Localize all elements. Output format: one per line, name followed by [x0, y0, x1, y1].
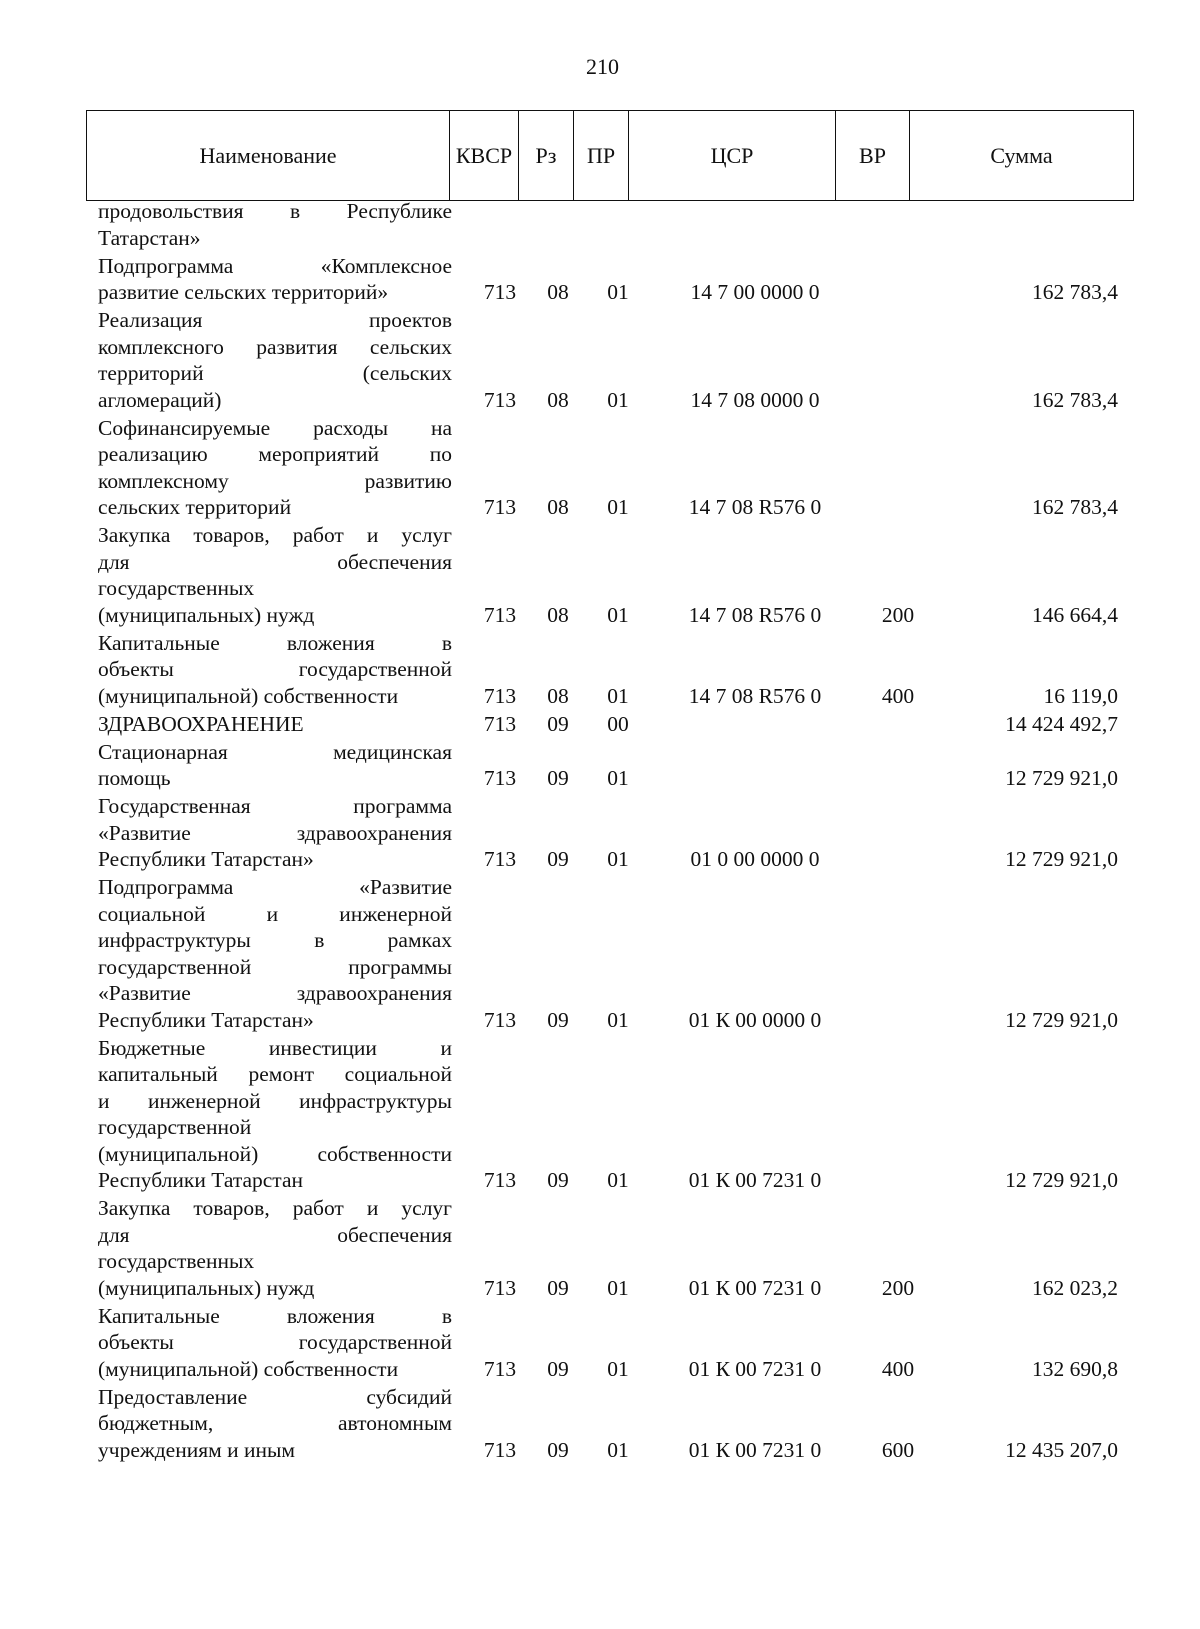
row-name-line: государственных: [98, 1249, 255, 1273]
row-sum: 12 729 921,0: [1005, 1007, 1118, 1032]
row-name-line: социальной и инженерной: [98, 901, 452, 926]
row-sum: 162 023,2: [1032, 1275, 1118, 1300]
row-rz: 09: [547, 1275, 569, 1300]
row-name-line: бюджетным, автономным: [98, 1411, 452, 1435]
row-rz: 09: [547, 1007, 569, 1032]
row-name-line: продовольствия в Республике: [98, 199, 452, 223]
header-sum: Сумма: [910, 111, 1134, 201]
table-row: [0, 874, 1200, 1033]
row-pr: 01: [607, 1437, 629, 1462]
row-name-line: (муниципальной) собственности: [98, 1356, 399, 1381]
row-pr: 01: [607, 495, 629, 519]
row-csr: 14 7 00 0000 0: [690, 280, 820, 304]
row-sum: 14 424 492,7: [1005, 711, 1118, 736]
row-name: [98, 739, 452, 792]
row-pr: 01: [607, 1007, 629, 1032]
row-name: [98, 711, 452, 738]
row-name-line: Закупка товаров, работ и услуг: [98, 1196, 452, 1220]
row-kvsr: 713: [483, 1275, 517, 1300]
row-sum: 162 783,4: [1032, 280, 1118, 304]
row-csr: 01 К 00 0000 0: [688, 1007, 822, 1032]
row-name-line: государственной программы: [98, 954, 452, 979]
row-name-line: (муниципальных) нужд: [98, 602, 315, 627]
header-vr: ВР: [836, 111, 910, 201]
row-sum: 162 783,4: [1032, 495, 1118, 519]
row-sum: 132 690,8: [1032, 1356, 1118, 1381]
row-name: [98, 874, 452, 1033]
row-name-line: Бюджетные инвестиции и: [98, 1035, 452, 1060]
row-rz: 08: [547, 683, 569, 708]
row-rz: 09: [547, 766, 569, 790]
row-name-line: сельских территорий: [98, 495, 292, 519]
table-row: [0, 253, 1200, 306]
row-csr: 01 К 00 7231 0: [688, 1437, 822, 1462]
row-rz: 09: [547, 1437, 569, 1462]
row-name-line: комплексного развития сельских: [98, 334, 452, 359]
row-kvsr: 713: [483, 683, 517, 708]
row-sum: 12 729 921,0: [1005, 847, 1118, 871]
row-pr: 01: [607, 1168, 629, 1192]
row-pr: 01: [607, 387, 629, 412]
row-name-line: (муниципальных) нужд: [98, 1275, 315, 1300]
row-kvsr: 713: [483, 711, 517, 736]
table-row: [0, 198, 1200, 251]
header-kvsr: КВСР: [450, 111, 519, 201]
row-name: [98, 1384, 452, 1464]
page-number: 210: [586, 54, 619, 79]
row-rz: 09: [547, 711, 569, 736]
row-name: [98, 1035, 452, 1194]
row-sum: 162 783,4: [1032, 387, 1118, 412]
row-pr: 01: [607, 766, 629, 790]
row-kvsr: 713: [483, 387, 517, 412]
row-rz: 08: [547, 495, 569, 519]
row-name-line: (муниципальной) собственности: [98, 1141, 452, 1166]
row-name-line: государственной: [98, 1115, 252, 1139]
header-rz: Рз: [519, 111, 574, 201]
row-name: [98, 630, 452, 710]
row-name-line: капитальный ремонт социальной: [98, 1062, 452, 1086]
table-row: [0, 307, 1200, 413]
row-rz: 08: [547, 280, 569, 304]
row-name-line: инфраструктуры в рамках: [98, 928, 452, 952]
row-csr: 01 0 00 0000 0: [690, 847, 820, 871]
row-pr: 01: [607, 683, 629, 708]
row-name-line: Реализация проектов: [98, 308, 452, 332]
row-csr: 01 К 00 7231 0: [688, 1275, 822, 1300]
row-name-line: агломераций): [98, 387, 222, 412]
row-vr: 400: [881, 683, 915, 708]
row-name-line: «Развитие здравоохранения: [98, 820, 452, 845]
row-kvsr: 713: [483, 602, 517, 627]
row-sum: 16 119,0: [1043, 683, 1118, 708]
row-csr: 14 7 08 R576 0: [688, 683, 822, 708]
row-name-line: объекты государственной: [98, 1330, 452, 1354]
row-kvsr: 713: [483, 766, 517, 790]
row-name-line: развитие сельских территорий»: [98, 280, 389, 304]
row-kvsr: 713: [483, 847, 517, 871]
row-name-line: помощь: [98, 766, 171, 790]
row-name-line: Государственная программа: [98, 794, 452, 818]
row-kvsr: 713: [483, 495, 517, 519]
row-rz: 09: [547, 1356, 569, 1381]
row-name-line: территорий (сельских: [98, 361, 452, 385]
row-vr: 600: [881, 1437, 915, 1462]
row-name-line: «Развитие здравоохранения: [98, 981, 452, 1005]
row-vr: 200: [881, 1275, 915, 1300]
row-name-line: (муниципальной) собственности: [98, 683, 399, 708]
table-row: [0, 630, 1200, 710]
row-name-line: Капитальные вложения в: [98, 630, 452, 655]
row-name-line: Республики Татарстан»: [98, 847, 314, 871]
row-pr: 01: [607, 280, 629, 304]
header-pr: ПР: [574, 111, 629, 201]
row-pr: 01: [607, 602, 629, 627]
row-name: [98, 522, 452, 628]
row-rz: 08: [547, 387, 569, 412]
row-name: [98, 253, 452, 306]
row-name-line: учреждениям и иным: [98, 1437, 296, 1462]
row-name: [98, 1303, 452, 1383]
header-csr: ЦСР: [629, 111, 836, 201]
row-rz: 09: [547, 1168, 569, 1192]
row-name-line: ЗДРАВООХРАНЕНИЕ: [98, 711, 304, 736]
row-sum: 12 435 207,0: [1005, 1437, 1118, 1462]
table-row: [0, 739, 1200, 792]
table-row: [0, 415, 1200, 521]
row-vr: 200: [881, 602, 915, 627]
row-pr: 00: [607, 711, 629, 736]
row-csr: 14 7 08 R576 0: [688, 602, 822, 627]
row-kvsr: 713: [483, 1437, 517, 1462]
row-pr: 01: [607, 1356, 629, 1381]
table-row: [0, 1303, 1200, 1383]
row-name-line: Подпрограмма «Развитие: [98, 875, 452, 899]
row-pr: 01: [607, 1275, 629, 1300]
row-name-line: Татарстан»: [98, 225, 201, 250]
row-kvsr: 713: [483, 1168, 517, 1192]
row-kvsr: 713: [483, 1007, 517, 1032]
row-sum: 146 664,4: [1032, 602, 1118, 627]
row-kvsr: 713: [483, 280, 517, 304]
row-name-line: реализацию мероприятий по: [98, 442, 452, 466]
row-name-line: государственных: [98, 576, 255, 600]
row-name-line: и инженерной инфраструктуры: [98, 1088, 452, 1113]
row-name: [98, 415, 452, 521]
row-sum: 12 729 921,0: [1005, 766, 1118, 790]
row-sum: 12 729 921,0: [1005, 1168, 1118, 1192]
row-rz: 09: [547, 847, 569, 871]
row-csr: 01 К 00 7231 0: [688, 1356, 822, 1381]
row-name-line: Республики Татарстан»: [98, 1007, 314, 1032]
row-name-line: Стационарная медицинская: [98, 739, 452, 764]
header-name: Наименование: [87, 111, 450, 201]
table-row: [0, 793, 1200, 873]
row-name-line: Капитальные вложения в: [98, 1303, 452, 1328]
row-name-line: Республики Татарстан: [98, 1168, 304, 1192]
table-row: [0, 1384, 1200, 1464]
row-name-line: для обеспечения: [98, 1222, 452, 1247]
row-name: [98, 307, 452, 413]
row-vr: 400: [881, 1356, 915, 1381]
row-rz: 08: [547, 602, 569, 627]
row-name-line: Закупка товаров, работ и услуг: [98, 523, 452, 547]
row-name: [98, 1195, 452, 1301]
row-name-line: Предоставление субсидий: [98, 1384, 452, 1409]
row-csr: 01 К 00 7231 0: [688, 1168, 822, 1192]
row-name-line: комплексному развитию: [98, 468, 452, 493]
table-row: [0, 522, 1200, 628]
row-pr: 01: [607, 847, 629, 871]
row-name: [98, 793, 452, 873]
row-name-line: для обеспечения: [98, 549, 452, 574]
table-row: [0, 711, 1200, 738]
row-name: [98, 198, 452, 251]
row-name-line: Подпрограмма «Комплексное: [98, 253, 452, 278]
row-name-line: Софинансируемые расходы на: [98, 415, 452, 440]
row-csr: 14 7 08 R576 0: [688, 495, 822, 519]
row-csr: 14 7 08 0000 0: [690, 387, 820, 412]
row-name-line: объекты государственной: [98, 657, 452, 681]
table-row: [0, 1035, 1200, 1194]
row-kvsr: 713: [483, 1356, 517, 1381]
table-row: [0, 1195, 1200, 1301]
